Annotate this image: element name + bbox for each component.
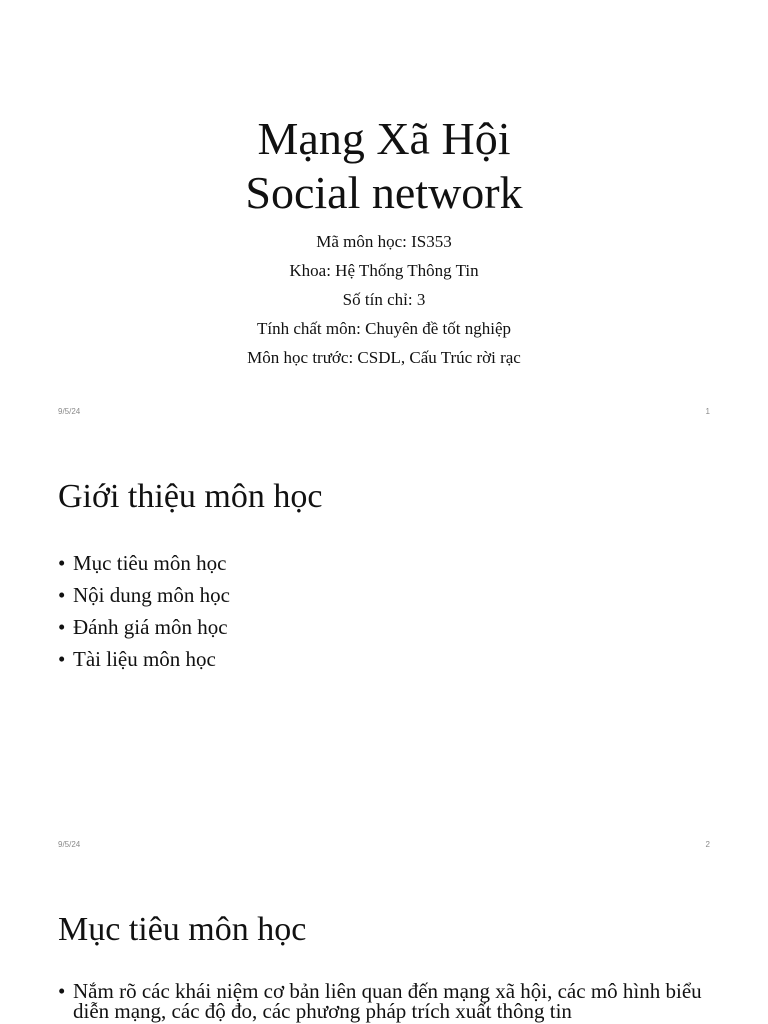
course-code: Mã môn học: IS353: [316, 232, 452, 251]
slide-2-heading: Giới thiệu môn học: [58, 478, 323, 515]
slide-2-bullet-list: [58, 547, 718, 675]
bullet-icon: •: [58, 647, 66, 671]
list-item: [58, 579, 718, 611]
bullet-icon: •: [58, 551, 66, 575]
slide-1-title: [0, 112, 768, 220]
slide-3: [0, 866, 768, 1024]
slide-3-heading: Mục tiêu môn học: [58, 911, 307, 948]
slide-1-footer-date: 9/5/24: [58, 407, 81, 416]
slide-2: [0, 433, 768, 866]
course-info: [0, 227, 768, 372]
bullet-icon: •: [58, 979, 66, 1003]
slide-2-footer-date: 9/5/24: [58, 840, 81, 849]
bullet-text: Nắm rõ các khái niệm cơ bản liên quan đến mạng xã hội, các mô hình biểu diễn mạng, các độ đo, các phương pháp trích xuất thông tin: [73, 979, 702, 1023]
bullet-text: Đánh giá môn học: [73, 615, 228, 639]
slide-1: [0, 0, 768, 433]
list-item: [58, 981, 718, 1021]
bullet-icon: •: [58, 583, 66, 607]
title-line-vietnamese: Mạng Xã Hội: [257, 113, 511, 164]
bullet-text: Nội dung môn học: [73, 583, 230, 607]
course-credits: Số tín chỉ: 3: [342, 290, 426, 309]
course-prerequisites: Môn học trước: CSDL, Cấu Trúc rời rạc: [247, 348, 521, 367]
slide-1-page-number: 1: [705, 407, 710, 416]
slide-2-page-number: 2: [705, 840, 710, 849]
list-item: [58, 643, 718, 675]
title-line-english: Social network: [245, 167, 523, 218]
list-item: [58, 611, 718, 643]
course-type: Tính chất môn: Chuyên đề tốt nghiệp: [256, 319, 511, 338]
slide-3-bullet-list: [58, 981, 718, 1021]
list-item: [58, 547, 718, 579]
course-faculty: Khoa: Hệ Thống Thông Tin: [289, 261, 479, 280]
bullet-icon: •: [58, 615, 66, 639]
bullet-text: Mục tiêu môn học: [73, 551, 227, 575]
bullet-text: Tài liệu môn học: [73, 647, 216, 671]
